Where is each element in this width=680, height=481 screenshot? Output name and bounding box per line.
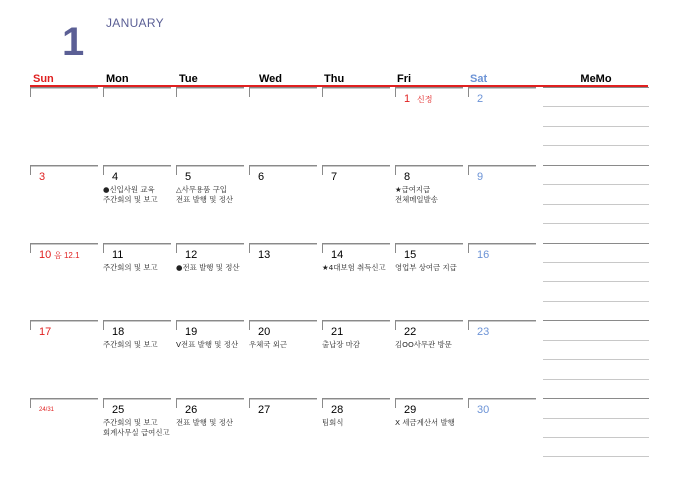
event-text: 출납장 마감	[322, 340, 361, 349]
cell-left-tick	[176, 165, 177, 175]
cell-top-border-shadow	[249, 244, 317, 245]
date-number: 29	[404, 404, 417, 416]
memo-line[interactable]	[543, 281, 649, 282]
date-number: 20	[258, 326, 271, 338]
cell-left-tick	[30, 398, 31, 408]
date-number: 19	[185, 326, 198, 338]
month-number: 1	[62, 20, 85, 64]
date-number: 23	[477, 326, 490, 338]
weekday-fri: Fri	[397, 73, 412, 85]
cell-top-border-shadow	[322, 321, 390, 322]
cell-top-border-shadow	[468, 166, 536, 167]
day-cell-tue[interactable]	[176, 320, 244, 390]
date-number: 6	[258, 171, 265, 183]
cell-top-border-shadow	[395, 244, 463, 245]
event-text: 주간회의 및 보고	[103, 263, 158, 272]
cell-left-tick	[249, 165, 250, 175]
date-number: 10	[39, 249, 52, 261]
cell-left-tick	[468, 87, 469, 97]
cell-top-border-shadow	[249, 321, 317, 322]
cell-left-tick	[249, 398, 250, 408]
weekday-tue: Tue	[179, 73, 198, 85]
cell-top-border-shadow	[30, 166, 98, 167]
day-cell-sun[interactable]	[30, 243, 98, 313]
memo-line[interactable]	[543, 106, 649, 107]
cell-top-border-shadow	[176, 321, 244, 322]
cell-left-tick	[30, 320, 31, 330]
cell-top-border-shadow	[103, 88, 171, 89]
day-cell-fri[interactable]	[395, 87, 463, 157]
event-text: X 세금계산서 발행	[395, 418, 455, 427]
memo-line[interactable]	[543, 437, 649, 438]
event-text: ★4대보험 취득신고	[322, 263, 386, 272]
memo-line[interactable]	[543, 398, 649, 399]
date-number: 17	[39, 326, 52, 338]
date-number: 5	[185, 171, 192, 183]
day-cell-tue[interactable]	[176, 243, 244, 313]
event-text: △사무용품 구입 전표 발행 및 정산	[176, 185, 234, 204]
day-cell-thu[interactable]	[322, 320, 390, 390]
cell-left-tick	[176, 243, 177, 253]
event-text: 팀회식	[322, 418, 344, 427]
cell-top-border-shadow	[249, 399, 317, 400]
date-number: 15	[404, 249, 417, 261]
day-cell-tue[interactable]	[176, 165, 244, 235]
cell-left-tick	[395, 398, 396, 408]
day-cell-sun[interactable]	[30, 165, 98, 235]
cell-top-border-shadow	[103, 321, 171, 322]
cell-top-border-shadow	[395, 321, 463, 322]
day-cell-fri[interactable]	[395, 165, 463, 235]
cell-left-tick	[468, 165, 469, 175]
event-text: ●신입사원 교육 주간회의 및 보고	[103, 185, 158, 204]
cell-top-border-shadow	[103, 166, 171, 167]
cell-left-tick	[395, 243, 396, 253]
memo-line[interactable]	[543, 145, 649, 146]
event-text: 주간회의 및 보고 회계사무실 급여신고	[103, 418, 170, 437]
memo-line[interactable]	[543, 87, 649, 88]
cell-left-tick	[395, 320, 396, 330]
cell-left-tick	[103, 320, 104, 330]
holiday-label: 음 12.1	[54, 251, 80, 260]
cell-top-border-shadow	[322, 166, 390, 167]
cell-top-border-shadow	[395, 399, 463, 400]
month-name: JANUARY	[106, 16, 164, 30]
cell-top-border-shadow	[176, 166, 244, 167]
memo-line[interactable]	[543, 184, 649, 185]
cell-left-tick	[30, 165, 31, 175]
day-cell-wed[interactable]	[249, 398, 317, 468]
date-number: 27	[258, 404, 271, 416]
day-cell-sat[interactable]	[468, 320, 536, 390]
date-number: 16	[477, 249, 490, 261]
memo-line[interactable]	[543, 262, 649, 263]
cell-left-tick	[322, 243, 323, 253]
date-number: 8	[404, 171, 411, 183]
day-cell-sat[interactable]	[468, 87, 536, 157]
day-cell-sat[interactable]	[468, 243, 536, 313]
day-cell-tue[interactable]	[176, 87, 244, 157]
cell-top-border-shadow	[322, 399, 390, 400]
cell-left-tick	[395, 165, 396, 175]
date-number: 3	[39, 171, 46, 183]
cell-left-tick	[103, 243, 104, 253]
cell-top-border-shadow	[249, 166, 317, 167]
cell-left-tick	[322, 320, 323, 330]
cell-top-border-shadow	[176, 399, 244, 400]
cell-left-tick	[322, 87, 323, 97]
cell-left-tick	[322, 165, 323, 175]
cell-top-border-shadow	[395, 166, 463, 167]
date-number: 26	[185, 404, 198, 416]
cell-left-tick	[249, 87, 250, 97]
memo-line[interactable]	[543, 418, 649, 419]
date-number: 22	[404, 326, 417, 338]
day-cell-tue[interactable]	[176, 398, 244, 468]
event-text: ★급여지급 전체메일발송	[395, 185, 438, 204]
event-text: 우체국 외근	[249, 340, 288, 349]
cell-left-tick	[176, 398, 177, 408]
shared-date-label: 24/31	[39, 407, 55, 413]
day-cell-mon[interactable]	[103, 243, 171, 313]
cell-left-tick	[468, 320, 469, 330]
event-text: 주간회의 및 보고	[103, 340, 158, 349]
memo-line[interactable]	[543, 340, 649, 341]
day-cell-thu[interactable]	[322, 87, 390, 157]
cell-left-tick	[103, 398, 104, 408]
day-cell-wed[interactable]	[249, 165, 317, 235]
cell-top-border-shadow	[468, 399, 536, 400]
cell-left-tick	[468, 243, 469, 253]
date-number: 12	[185, 249, 198, 261]
memo-line[interactable]	[543, 379, 649, 380]
date-number: 11	[112, 249, 124, 261]
cell-left-tick	[249, 243, 250, 253]
cell-top-border-shadow	[249, 88, 317, 89]
cell-top-border-shadow	[30, 321, 98, 322]
memo-line[interactable]	[543, 243, 649, 244]
cell-top-border-shadow	[30, 244, 98, 245]
day-cell-mon[interactable]	[103, 87, 171, 157]
cell-left-tick	[103, 87, 104, 97]
day-cell-sun[interactable]	[30, 87, 98, 157]
weekday-mon: Mon	[106, 73, 129, 85]
date-number: 30	[477, 404, 490, 416]
date-number: 25	[112, 404, 125, 416]
day-cell-fri[interactable]	[395, 243, 463, 313]
event-text: 전표 발행 및 정산	[176, 418, 234, 427]
day-cell-fri[interactable]	[395, 398, 463, 468]
memo-line[interactable]	[543, 165, 649, 166]
memo-line[interactable]	[543, 456, 649, 457]
date-number: 28	[331, 404, 344, 416]
weekday-sun: Sun	[33, 73, 54, 85]
date-number: 2	[477, 93, 484, 105]
event-text: ●전표 발행 및 정산	[176, 263, 240, 272]
weekday-sat: Sat	[470, 73, 488, 85]
cell-top-border-shadow	[322, 244, 390, 245]
day-cell-sat[interactable]	[468, 165, 536, 235]
cell-top-border-shadow	[468, 321, 536, 322]
cell-top-border-shadow	[395, 88, 463, 89]
holiday-label: 신정	[417, 95, 433, 104]
date-number: 14	[331, 249, 344, 261]
day-cell-wed[interactable]	[249, 243, 317, 313]
date-number: 1	[404, 93, 411, 105]
cell-top-border-shadow	[176, 88, 244, 89]
day-cell-sun[interactable]	[30, 320, 98, 390]
memo-line[interactable]	[543, 204, 649, 205]
date-number: 18	[112, 326, 125, 338]
day-cell-fri[interactable]	[395, 320, 463, 390]
cell-top-border-shadow	[103, 399, 171, 400]
day-cell-thu[interactable]	[322, 165, 390, 235]
weekday-thu: Thu	[324, 73, 345, 85]
day-cell-mon[interactable]	[103, 320, 171, 390]
cell-left-tick	[395, 87, 396, 97]
cell-left-tick	[176, 320, 177, 330]
date-number: 4	[112, 171, 119, 183]
date-number: 21	[331, 326, 344, 338]
cell-top-border-shadow	[30, 88, 98, 89]
cell-left-tick	[322, 398, 323, 408]
cell-left-tick	[468, 398, 469, 408]
day-cell-sat[interactable]	[468, 398, 536, 468]
memo-line[interactable]	[543, 301, 649, 302]
event-text: 영업부 상여금 지급	[395, 263, 457, 272]
date-number: 7	[331, 171, 338, 183]
cell-left-tick	[30, 87, 31, 97]
cell-left-tick	[249, 320, 250, 330]
cell-top-border-shadow	[468, 244, 536, 245]
weekday-wed: Wed	[259, 73, 283, 85]
day-cell-wed[interactable]	[249, 320, 317, 390]
event-text: 김OO사무관 방문	[395, 340, 452, 349]
cell-left-tick	[30, 243, 31, 253]
day-cell-sun[interactable]	[30, 398, 98, 468]
event-text: V전표 발행 및 정산	[176, 340, 239, 349]
date-number: 13	[258, 249, 271, 261]
memo-line[interactable]	[543, 223, 649, 224]
day-cell-thu[interactable]	[322, 398, 390, 468]
day-cell-wed[interactable]	[249, 87, 317, 157]
memo-line[interactable]	[543, 359, 649, 360]
cell-top-border-shadow	[103, 244, 171, 245]
cell-top-border-shadow	[468, 88, 536, 89]
day-cell-mon[interactable]	[103, 398, 171, 468]
cell-top-border-shadow	[30, 399, 98, 400]
memo-line[interactable]	[543, 126, 649, 127]
day-cell-mon[interactable]	[103, 165, 171, 235]
cell-top-border-shadow	[176, 244, 244, 245]
day-cell-thu[interactable]	[322, 243, 390, 313]
cell-top-border-shadow	[322, 88, 390, 89]
cell-left-tick	[103, 165, 104, 175]
cell-left-tick	[176, 87, 177, 97]
memo-line[interactable]	[543, 320, 649, 321]
date-number: 9	[477, 171, 484, 183]
memo-title: MeMo	[580, 73, 612, 85]
